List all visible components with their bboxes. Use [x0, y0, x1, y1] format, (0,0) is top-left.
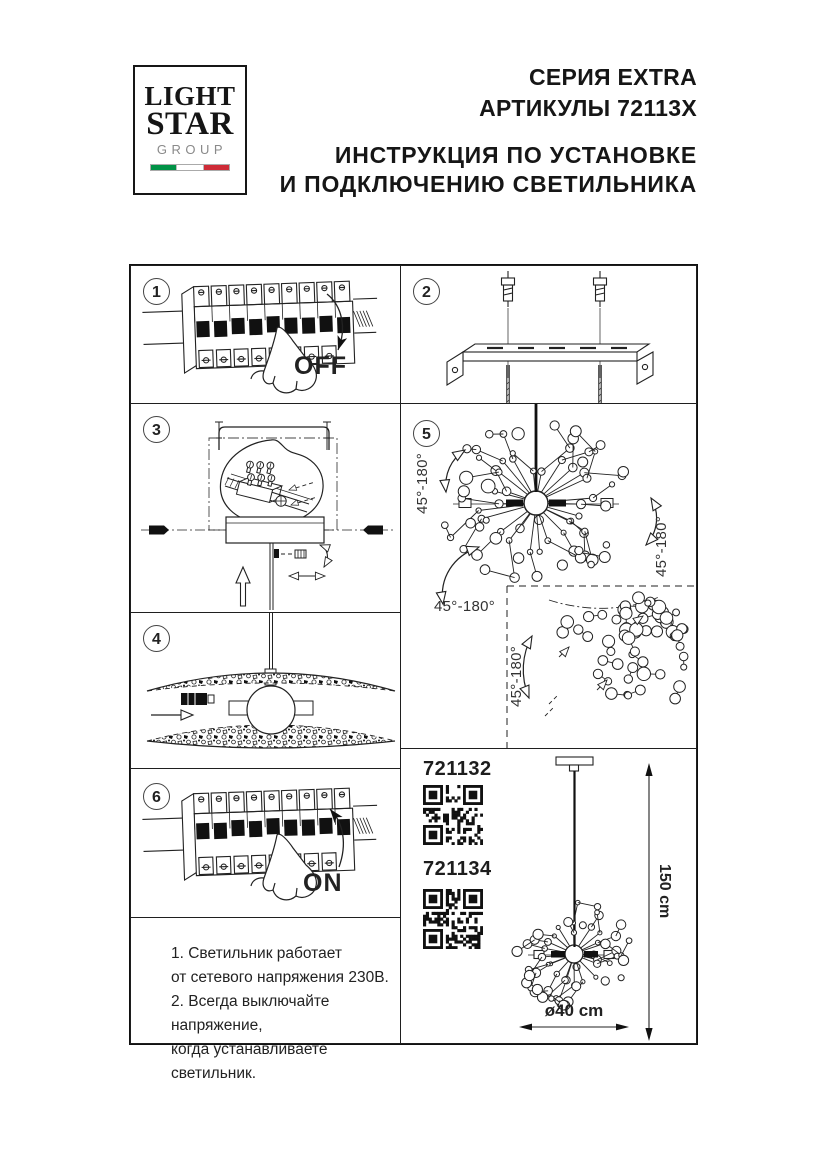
header-title-block [280, 62, 697, 199]
qr-code-721134 [423, 889, 483, 949]
step-number-2: 2 [413, 278, 440, 305]
rotation-angle-label-right: 45°-180° [653, 515, 670, 577]
articles-title: АРТИКУЛЫ 72113X [479, 95, 697, 121]
panel-step-3 [130, 403, 401, 613]
step-number-5: 5 [413, 420, 440, 447]
safety-notes [171, 942, 400, 1086]
instruction-title-line1: ИНСТРУКЦИЯ ПО УСТАНОВКЕ [334, 142, 697, 168]
panel-safety-notes [130, 917, 401, 1082]
flag-red [204, 165, 229, 170]
panel-step-6 [130, 768, 401, 918]
note-line-2: от сетевого напряжения 230В. [171, 969, 389, 986]
rotation-angle-label-bottom: 45°-180° [434, 598, 496, 615]
article-number-721134: 721134 [423, 858, 492, 880]
note-line-3: 2. Всегда выключайте напряжение, [171, 993, 330, 1034]
diameter-dimension-label: ø40 cm [544, 1001, 604, 1020]
panel-step-4 [130, 612, 401, 769]
article-number-721132: 721132 [423, 758, 492, 780]
flag-green [151, 165, 176, 170]
diffuser-assembly-drawing [131, 613, 400, 768]
logo-text-group: GROUP [156, 142, 228, 157]
instruction-title [280, 141, 697, 199]
qr-code-721132 [423, 785, 483, 845]
lightstar-logo [133, 65, 247, 195]
panel-products [400, 748, 697, 1044]
wiring-connection-drawing [131, 404, 400, 612]
height-dimension-label: 150 cm [656, 864, 673, 919]
step-number-4: 4 [143, 625, 170, 652]
panel-step-2 [400, 265, 697, 404]
logo-text-star: STAR [146, 106, 234, 142]
mounting-bracket-drawing [401, 266, 696, 403]
note-line-4: когда устанавливаете светильник. [171, 1041, 328, 1082]
chandelier-rotation-drawing [401, 404, 696, 748]
step-number-6: 6 [143, 783, 170, 810]
on-label: ON [303, 869, 343, 897]
flag-white [176, 165, 203, 170]
circuit-breaker-on-drawing [131, 769, 400, 917]
rotation-angle-label-left: 45°-180° [414, 452, 431, 514]
series-title: СЕРИЯ EXTRA [529, 64, 697, 90]
step-number-3: 3 [143, 416, 170, 443]
step-number-1: 1 [143, 278, 170, 305]
logo-text-light: LIGHT [144, 81, 236, 111]
panel-step-1 [130, 265, 401, 404]
off-label: OFF [294, 352, 347, 380]
circuit-breaker-off-drawing [131, 266, 400, 403]
note-line-1: 1. Светильник работает [171, 945, 342, 962]
instruction-title-line2: И ПОДКЛЮЧЕНИЮ СВЕТИЛЬНИКА [279, 171, 697, 197]
italian-flag-bar [150, 164, 230, 171]
panel-step-5 [400, 403, 697, 749]
rotation-angle-label-inset: 45°-180° [508, 645, 525, 707]
